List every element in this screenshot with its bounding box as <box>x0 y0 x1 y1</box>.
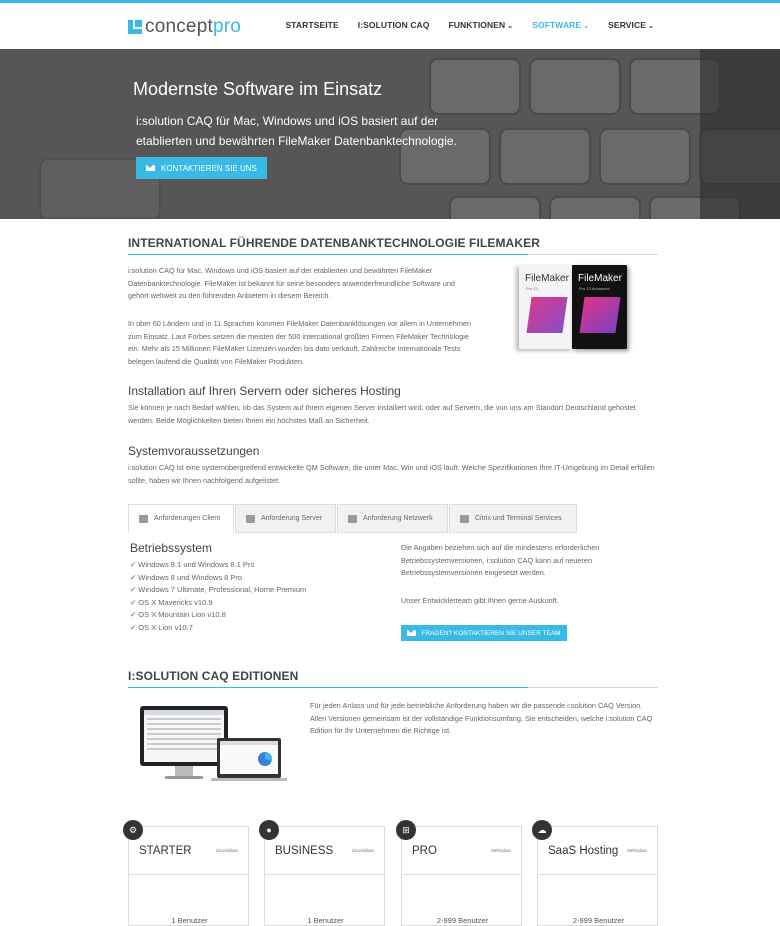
os-note: Die Angaben beziehen sich auf die mindestens erforderlichen Betriebssystemversionen, i:solution CAQ kann auf neueren Betriebssystemversionen eingesetzt werden. <box>401 543 600 577</box>
logo-text: conceptpro <box>145 16 242 37</box>
os-title: Betriebssystem <box>130 541 213 555</box>
team-note: Unser Entwicklerteam gibt Ihnen gerne Auskunft. <box>401 596 559 605</box>
filemaker-paragraph-1: i:solution CAQ für Mac, Windows und iOS basiert auf der etablierten und bewährten FileMaker Datenbanktechnologie. FileMaker ist bekannt für seine besonders anwenderfreundliche Software und gehört weltweit zu den führenden Anbietern in diesem Bereich. <box>128 266 455 300</box>
hosting-title: Installation auf Ihren Servern oder sicheres Hosting <box>128 384 401 398</box>
edition-card-pro[interactable]: PRO Mehrplatz 2-999 Benutzer <box>401 826 522 926</box>
check-icon: ✔ <box>130 610 137 619</box>
chevron-down-icon: ⌄ <box>507 23 514 30</box>
hosting-text: Sie können je nach Bedarf wählen, ob das System auf Ihrem eigenen Server installiert wird, oder auf Servern, die von uns am Standort Deutschland gehostet werden. Beide Möglichkeiten bieten Ihnen ein höchstes Maß an Sicherheit. <box>128 403 636 425</box>
filemaker-pro-box: FileMaker Pro 13 <box>519 265 574 349</box>
nav-software[interactable]: SOFTWARE ⌄ <box>532 20 590 30</box>
list-item: ✔ Windows 8.1 und Windows 8.1 Pro <box>130 560 255 569</box>
editions-section <box>128 669 658 688</box>
list-item: ✔ Windows 8 und Windows 8 Pro <box>130 572 243 582</box>
list-item: ✔ OS X Mountain Lion v10.8 <box>130 610 226 619</box>
filemaker-pro-advanced-box: FileMaker Pro 13 Advanced <box>572 265 627 349</box>
contact-team-button[interactable]: FRAGEN? KONTAKTIEREN SIE UNSER TEAM <box>401 625 567 641</box>
section-title-filemaker: INTERNATIONAL FÜHRENDE DATENBANKTECHNOLOGIE FILEMAKER <box>128 236 540 250</box>
monitor-icon <box>139 515 148 523</box>
tab-citrix-terminal[interactable]: Citrix und Terminal Services <box>449 504 577 533</box>
tab-anforderungen-client[interactable]: Anforderungen Client <box>128 504 234 533</box>
tab-anforderung-netzwerk[interactable]: Anforderung Netzwerk <box>337 504 448 533</box>
logo-mark-icon <box>128 20 142 34</box>
edition-card-business[interactable]: BUSINESS Einzelplatz 1 Benutzer <box>264 826 385 926</box>
brand-logo[interactable] <box>128 16 241 38</box>
sysreq-text: i:solution CAQ ist eine systemübergreifend entwickelte QM Software, die unter Mac, Win und iOS läuft. Welche Spezifikationen Ihre IT-Umgebung im Detail erfüllen sollte, haben wir Ihnen nachfolgend aufgelistet. <box>128 463 655 485</box>
nav-funktionen[interactable]: FUNKTIONEN ⌄ <box>448 20 514 30</box>
edition-card-saas-hosting[interactable]: SaaS Hosting Mehrplatz 2-999 Benutzer <box>537 826 658 926</box>
nav-service[interactable]: SERVICE ⌄ <box>608 20 654 30</box>
edition-card-starter[interactable]: STARTER Einzelplatz 1 Benutzer <box>128 826 249 926</box>
check-icon: ✔ <box>130 560 137 569</box>
server-icon <box>246 515 255 523</box>
contact-us-button[interactable]: KONTAKTIEREN SIE UNS <box>136 157 267 179</box>
requirements-tabs <box>128 504 578 533</box>
cloud-icon: ☁ <box>532 820 552 840</box>
hero-banner <box>0 49 780 219</box>
network-icon <box>348 515 357 523</box>
main-nav <box>266 20 654 30</box>
printer-icon <box>460 515 469 523</box>
envelope-icon <box>407 630 416 636</box>
hero-text: i:solution CAQ für Mac, Windows und iOS basiert auf der etablierten und bewährten FileMaker Datenbanktechnologie. <box>136 114 457 148</box>
site-header <box>0 3 780 49</box>
list-item: ✔ OS X Mavericks v10.9 <box>130 597 213 607</box>
envelope-icon <box>146 165 155 171</box>
laptop-screenshot-image <box>137 704 287 784</box>
sysreq-title: Systemvoraussetzungen <box>128 444 260 458</box>
section-title-editions: I:SOLUTION CAQ EDITIONEN <box>128 669 299 683</box>
filemaker-paragraph-2: In über 60 Ländern und in 11 Sprachen kommen FileMaker Datenbanklösungen vor allem in Unternehmen zum Einsatz. Laut Forbes setzen die meisten der 500 international größten Firmen FileMaker Technologie ein. Mehr als 15 Millionen FileMaker Lizenzen wurden bis dato verkauft. Zahlreiche internationale Tests belegen laufend die Qualität von FileMaker Produkten. <box>128 319 472 366</box>
os-list <box>130 559 306 634</box>
section-divider <box>128 254 658 255</box>
filemaker-section <box>128 236 658 255</box>
check-icon: ✔ <box>130 585 137 594</box>
chevron-down-icon: ⌄ <box>583 23 590 30</box>
sitemap-icon: ⊞ <box>396 820 416 840</box>
nav-isolution-caq[interactable]: I:SOLUTION CAQ <box>357 20 430 30</box>
hero-title: Modernste Software im Einsatz <box>133 79 383 99</box>
list-item: ✔ Windows 7 Ultimate, Professional, Home Premium <box>130 585 307 594</box>
nav-startseite[interactable]: STARTSEITE <box>285 20 339 30</box>
list-item: ✔ OS X Lion v10.7 <box>130 622 193 632</box>
filemaker-product-image <box>492 263 658 353</box>
user-icon: ● <box>259 820 279 840</box>
gear-icon: ⚙ <box>123 820 143 840</box>
tab-anforderung-server[interactable]: Anforderung Server <box>235 504 336 533</box>
check-icon: ✔ <box>130 597 137 607</box>
check-icon: ✔ <box>130 622 137 632</box>
editions-text: Für jeden Anlass und für jede betriebliche Anforderung haben wir die passende i:solution CAQ Version. Allen Versionen gemeinsam ist der vollständige Funktionsumfang. Sie entscheiden, welche i:solution CAQ Edition für Ihr Unternehmen die Richtige ist. <box>310 701 653 735</box>
section-divider <box>128 687 658 688</box>
chevron-down-icon: ⌄ <box>648 23 654 30</box>
check-icon: ✔ <box>130 572 137 582</box>
